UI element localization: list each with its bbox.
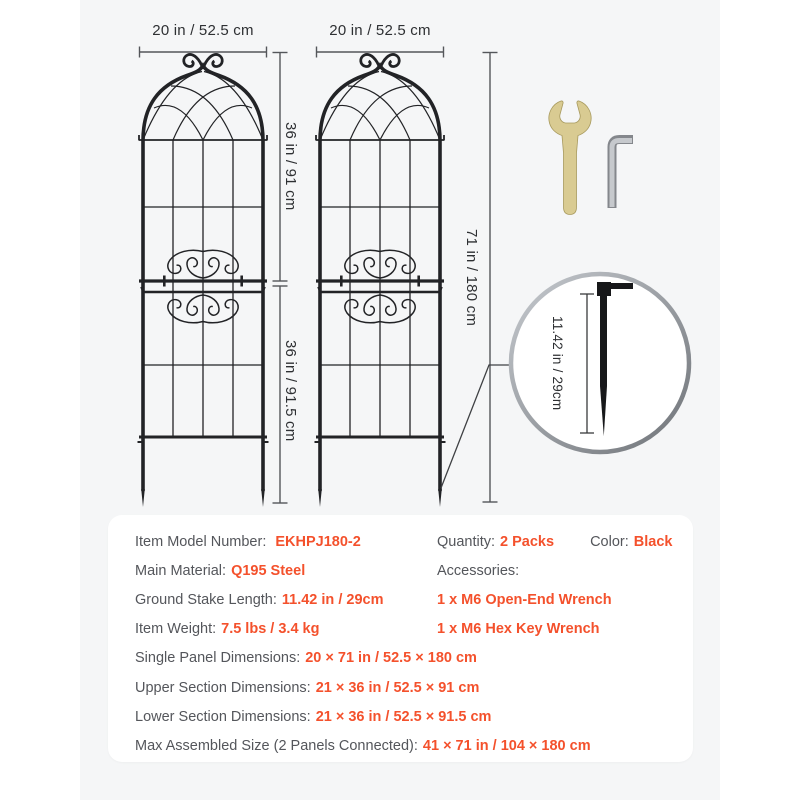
trellis-panel-left <box>138 47 269 508</box>
overall-height-label: 71 in / 180 cm <box>463 229 480 327</box>
spec-card <box>108 515 693 762</box>
spec-row-accessory-2: 1 x M6 Hex Key Wrench <box>437 621 600 638</box>
stake-detail-circle <box>511 274 689 452</box>
spec-row-accessory-1: 1 x M6 Open-End Wrench <box>437 591 612 608</box>
spec-row-material: Main Material: Q195 Steel <box>135 562 306 579</box>
panel-a-width-label: 20 in / 52.5 cm <box>152 22 254 39</box>
spec-row-max-assembled: Max Assembled Size (2 Panels Connected): 41 × 71 in / 104 × 180 cm <box>135 737 591 754</box>
hex-key-illustration <box>612 140 633 209</box>
spec-row-upper-section: Upper Section Dimensions: 21 × 36 in / 52.5 × 91 cm <box>135 679 480 696</box>
upper-section-height-label: 36 in / 91 cm <box>282 121 299 211</box>
panel-b-width-label: 20 in / 52.5 cm <box>329 22 431 39</box>
lower-section-height-label: 36 in / 91.5 cm <box>282 340 299 442</box>
trellis-panel-right <box>315 47 446 508</box>
open-end-wrench-illustration <box>549 101 591 215</box>
spec-card-right-column <box>437 527 672 644</box>
spec-row-accessories: Accessories: <box>437 562 520 579</box>
spec-row-quantity-color: Quantity: 2 Packs Color: Black <box>437 533 673 550</box>
spec-row-single-panel: Single Panel Dimensions: 20 × 71 in / 52.5 × 180 cm <box>135 650 477 667</box>
spec-row-lower-section: Lower Section Dimensions: 21 × 36 in / 52.5 × 91.5 cm <box>135 708 492 725</box>
spec-row-weight: Item Weight: 7.5 lbs / 3.4 kg <box>135 621 320 638</box>
leader-line <box>441 365 511 488</box>
spec-row-model: Item Model Number: EKHPJ180-2 <box>135 533 361 550</box>
spec-row-stake-length: Ground Stake Length: 11.42 in / 29cm <box>135 591 384 608</box>
included-tools <box>549 101 633 215</box>
stake-length-label: 11.42 in / 29cm <box>550 315 565 411</box>
